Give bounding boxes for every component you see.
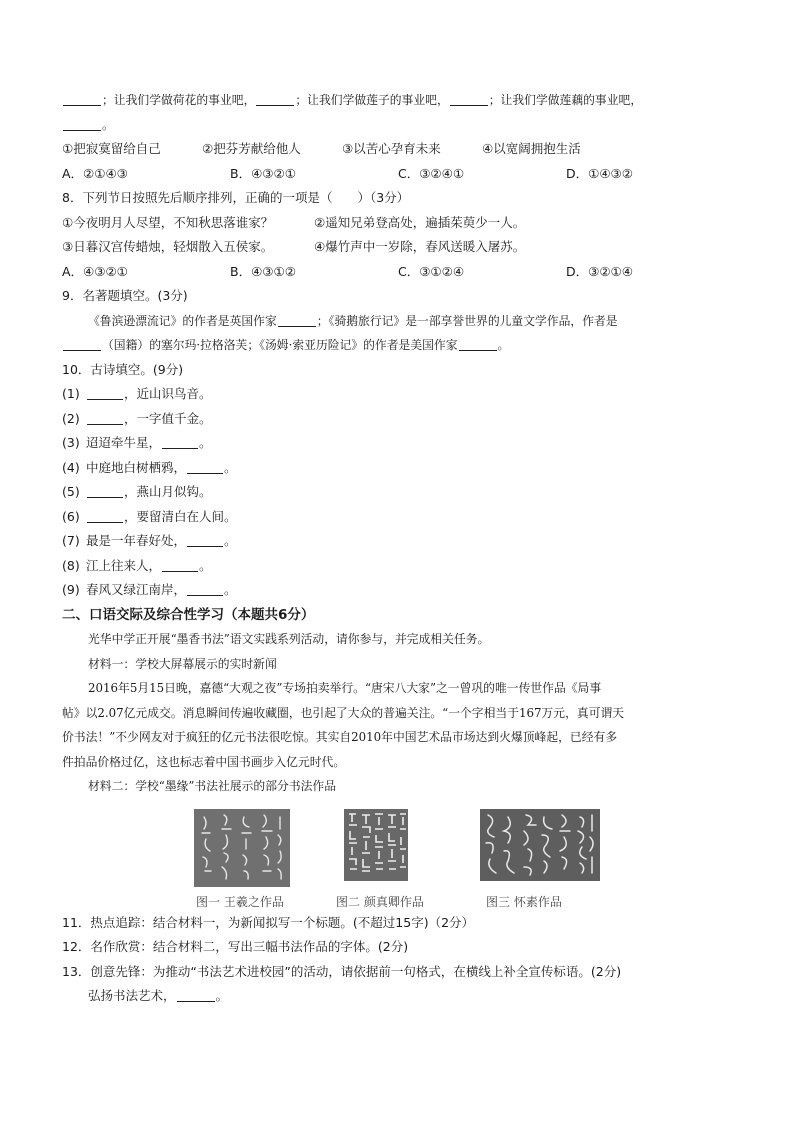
poem-text: 。 bbox=[224, 582, 237, 597]
answer-blank[interactable] bbox=[177, 987, 215, 1002]
answer-blank[interactable] bbox=[87, 483, 123, 498]
caption-figure2: 图二 颜真卿作品 bbox=[336, 894, 424, 909]
poem-text: 江上往来人， bbox=[86, 557, 162, 573]
poem-fill-item bbox=[62, 431, 742, 456]
item-index: (3) bbox=[62, 435, 80, 450]
q7-options bbox=[62, 162, 742, 187]
item-index: (1) bbox=[62, 386, 80, 401]
q10-list bbox=[62, 382, 742, 603]
poem-item: ②遥知兄弟登高处，遍插茱萸少一人。 bbox=[314, 214, 526, 230]
q11-stem: 11．热点追踪：结合材料一，为新闻拟写一个标题。(不超过15字)（2分） bbox=[62, 914, 475, 930]
q7-line2: 。 bbox=[62, 113, 742, 138]
material1-para: 价书法！”不少网友对于疯狂的亿元书法很吃惊。其实自2010年中国艺术品市场达到火爆顶峰起，已经有多 bbox=[62, 730, 618, 744]
material1-para: 帖》以2.07亿元成交。消息瞬间传遍收藏圈，也引起了大众的普遍关注。“一个字相当于167万元，真可谓天 bbox=[62, 705, 625, 720]
option-a[interactable]: A．②①④③ bbox=[62, 165, 128, 181]
answer-blank[interactable] bbox=[87, 508, 123, 523]
q7-line1: ；让我们学做荷花的事业吧， ；让我们学做莲子的事业吧， ；让我们学做莲藕的事业吧， bbox=[62, 88, 742, 113]
material1-para: 件拍品价格过亿，这也标志着中国书画步入亿元时代。 bbox=[62, 754, 346, 769]
item-index: (8) bbox=[62, 557, 80, 573]
answer-blank[interactable] bbox=[278, 312, 316, 327]
calligraphy-gallery bbox=[62, 801, 742, 911]
answer-blank[interactable] bbox=[450, 91, 488, 106]
poem-fill-item bbox=[62, 407, 742, 432]
poem-text: ，要留清白在人间。 bbox=[124, 508, 237, 524]
poem-item: ④爆竹声中一岁除，春风送暖入屠苏。 bbox=[314, 239, 526, 254]
material2-title: 材料二：学校“墨缘”书法社展示的部分书法作品 bbox=[88, 779, 337, 793]
poem-fill-item bbox=[62, 529, 742, 554]
option-c[interactable]: C．③①②④ bbox=[398, 263, 465, 279]
item-index: (7) bbox=[62, 533, 80, 548]
answer-blank[interactable] bbox=[63, 91, 101, 106]
poem-text: 春风又绿江南岸， bbox=[86, 582, 187, 597]
answer-blank[interactable] bbox=[459, 336, 497, 351]
item-index: (9) bbox=[62, 582, 80, 597]
poem-item: ③日暮汉宫传蜡烛，轻烟散入五侯家。 bbox=[62, 239, 274, 254]
q8-items-row1 bbox=[62, 211, 742, 236]
item-index: (6) bbox=[62, 508, 80, 524]
choice-item: ③以苦心孕育未来 bbox=[342, 141, 441, 156]
answer-blank[interactable] bbox=[187, 532, 223, 547]
q10-stem: 10．古诗填空。(9分) bbox=[62, 361, 184, 377]
poem-item: ①今夜明月人尽望，不知秋思落谁家？ bbox=[62, 214, 274, 230]
option-d[interactable]: D．③②①④ bbox=[566, 263, 633, 279]
calligraphy-image-wang-xizhi bbox=[194, 809, 290, 887]
answer-blank[interactable] bbox=[162, 434, 198, 449]
choice-item: ①把寂寞留给自己 bbox=[62, 141, 161, 156]
exam-page bbox=[62, 88, 742, 1009]
poem-fill-item bbox=[62, 505, 742, 530]
answer-blank[interactable] bbox=[162, 557, 198, 572]
q13-answer-line: 弘扬书法艺术， 。 bbox=[88, 988, 229, 1003]
q9-line2: （国籍）的塞尔玛·拉格洛芙；《汤姆·索亚历险记》的作者是美国作家 。 bbox=[62, 333, 742, 358]
poem-text: ，一字值千金。 bbox=[124, 410, 212, 426]
item-index: (5) bbox=[62, 484, 80, 499]
item-index: (2) bbox=[62, 410, 80, 426]
poem-text: ，燕山月似钩。 bbox=[124, 484, 212, 499]
item-index: (4) bbox=[62, 459, 80, 475]
q8-stem: 8．下列节日按照先后顺序排列，正确的一项是（ ）（3分） bbox=[62, 190, 410, 205]
poem-fill-item bbox=[62, 382, 742, 407]
answer-blank[interactable] bbox=[63, 116, 101, 131]
material1-para: 2016年5月15日晚，嘉德“大观之夜”专场拍卖举行。“唐宋八大家”之一曾巩的唯一传世作品《局事 bbox=[88, 681, 602, 695]
poem-text: 。 bbox=[224, 459, 237, 475]
answer-blank[interactable] bbox=[87, 385, 123, 400]
answer-blank[interactable] bbox=[63, 336, 101, 351]
poem-text: 。 bbox=[199, 435, 212, 450]
q7-choices bbox=[62, 137, 742, 162]
poem-text: 。 bbox=[199, 557, 212, 573]
q8-items-row2 bbox=[62, 235, 742, 260]
caption-figure1: 图一 王羲之作品 bbox=[196, 894, 284, 909]
q9-stem: 9．名著题填空。(3分) bbox=[62, 288, 188, 303]
choice-item: ④以宽阔拥抱生活 bbox=[482, 141, 581, 156]
calligraphy-image-yan-zhenqing bbox=[344, 809, 408, 881]
option-a[interactable]: A．④③②① bbox=[62, 263, 128, 279]
poem-text: 迢迢牵牛星， bbox=[86, 435, 162, 450]
poem-text: ，近山识鸟音。 bbox=[124, 386, 212, 401]
answer-blank[interactable] bbox=[256, 91, 294, 106]
option-d[interactable]: D．①④③② bbox=[566, 165, 633, 181]
q9-line1: 《鲁滨逊漂流记》的作者是英国作家 ；《骑鹅旅行记》是一部享誉世界的儿童文学作品，作者是 bbox=[88, 313, 618, 328]
poem-fill-item bbox=[62, 456, 742, 481]
poem-fill-item bbox=[62, 578, 742, 603]
answer-blank[interactable] bbox=[87, 410, 123, 425]
poem-fill-item bbox=[62, 480, 742, 505]
poem-text: 中庭地白树栖鸦， bbox=[86, 459, 187, 475]
answer-blank[interactable] bbox=[187, 581, 223, 596]
option-b[interactable]: B．④③②① bbox=[230, 165, 296, 181]
calligraphy-image-huai-su bbox=[480, 809, 600, 881]
q12-stem: 12．名作欣赏：结合材料二，写出三幅书法作品的字体。(2分) bbox=[62, 939, 409, 954]
option-b[interactable]: B．④③①② bbox=[230, 263, 296, 279]
choice-item: ②把芬芳献给他人 bbox=[202, 141, 301, 156]
poem-text: 最是一年春好处， bbox=[86, 533, 187, 548]
caption-figure3: 图三 怀素作品 bbox=[486, 894, 562, 909]
q8-options bbox=[62, 260, 742, 285]
option-c[interactable]: C．③②④① bbox=[398, 165, 465, 181]
material1-title: 材料一：学校大屏幕展示的实时新闻 bbox=[88, 656, 277, 671]
section-intro: 光华中学正开展“墨香书法”语文实践系列活动，请你参与，并完成相关任务。 bbox=[88, 632, 490, 646]
poem-fill-item bbox=[62, 554, 742, 579]
section-title: 二、口语交际及综合性学习（本题共6分） bbox=[62, 606, 315, 623]
answer-blank[interactable] bbox=[187, 459, 223, 474]
poem-text: 。 bbox=[224, 533, 237, 548]
q13-stem: 13．创意先锋：为推动“书法艺术进校园”的活动，请依据前一句格式，在横线上补全宣传标语。(2分) bbox=[62, 963, 622, 979]
